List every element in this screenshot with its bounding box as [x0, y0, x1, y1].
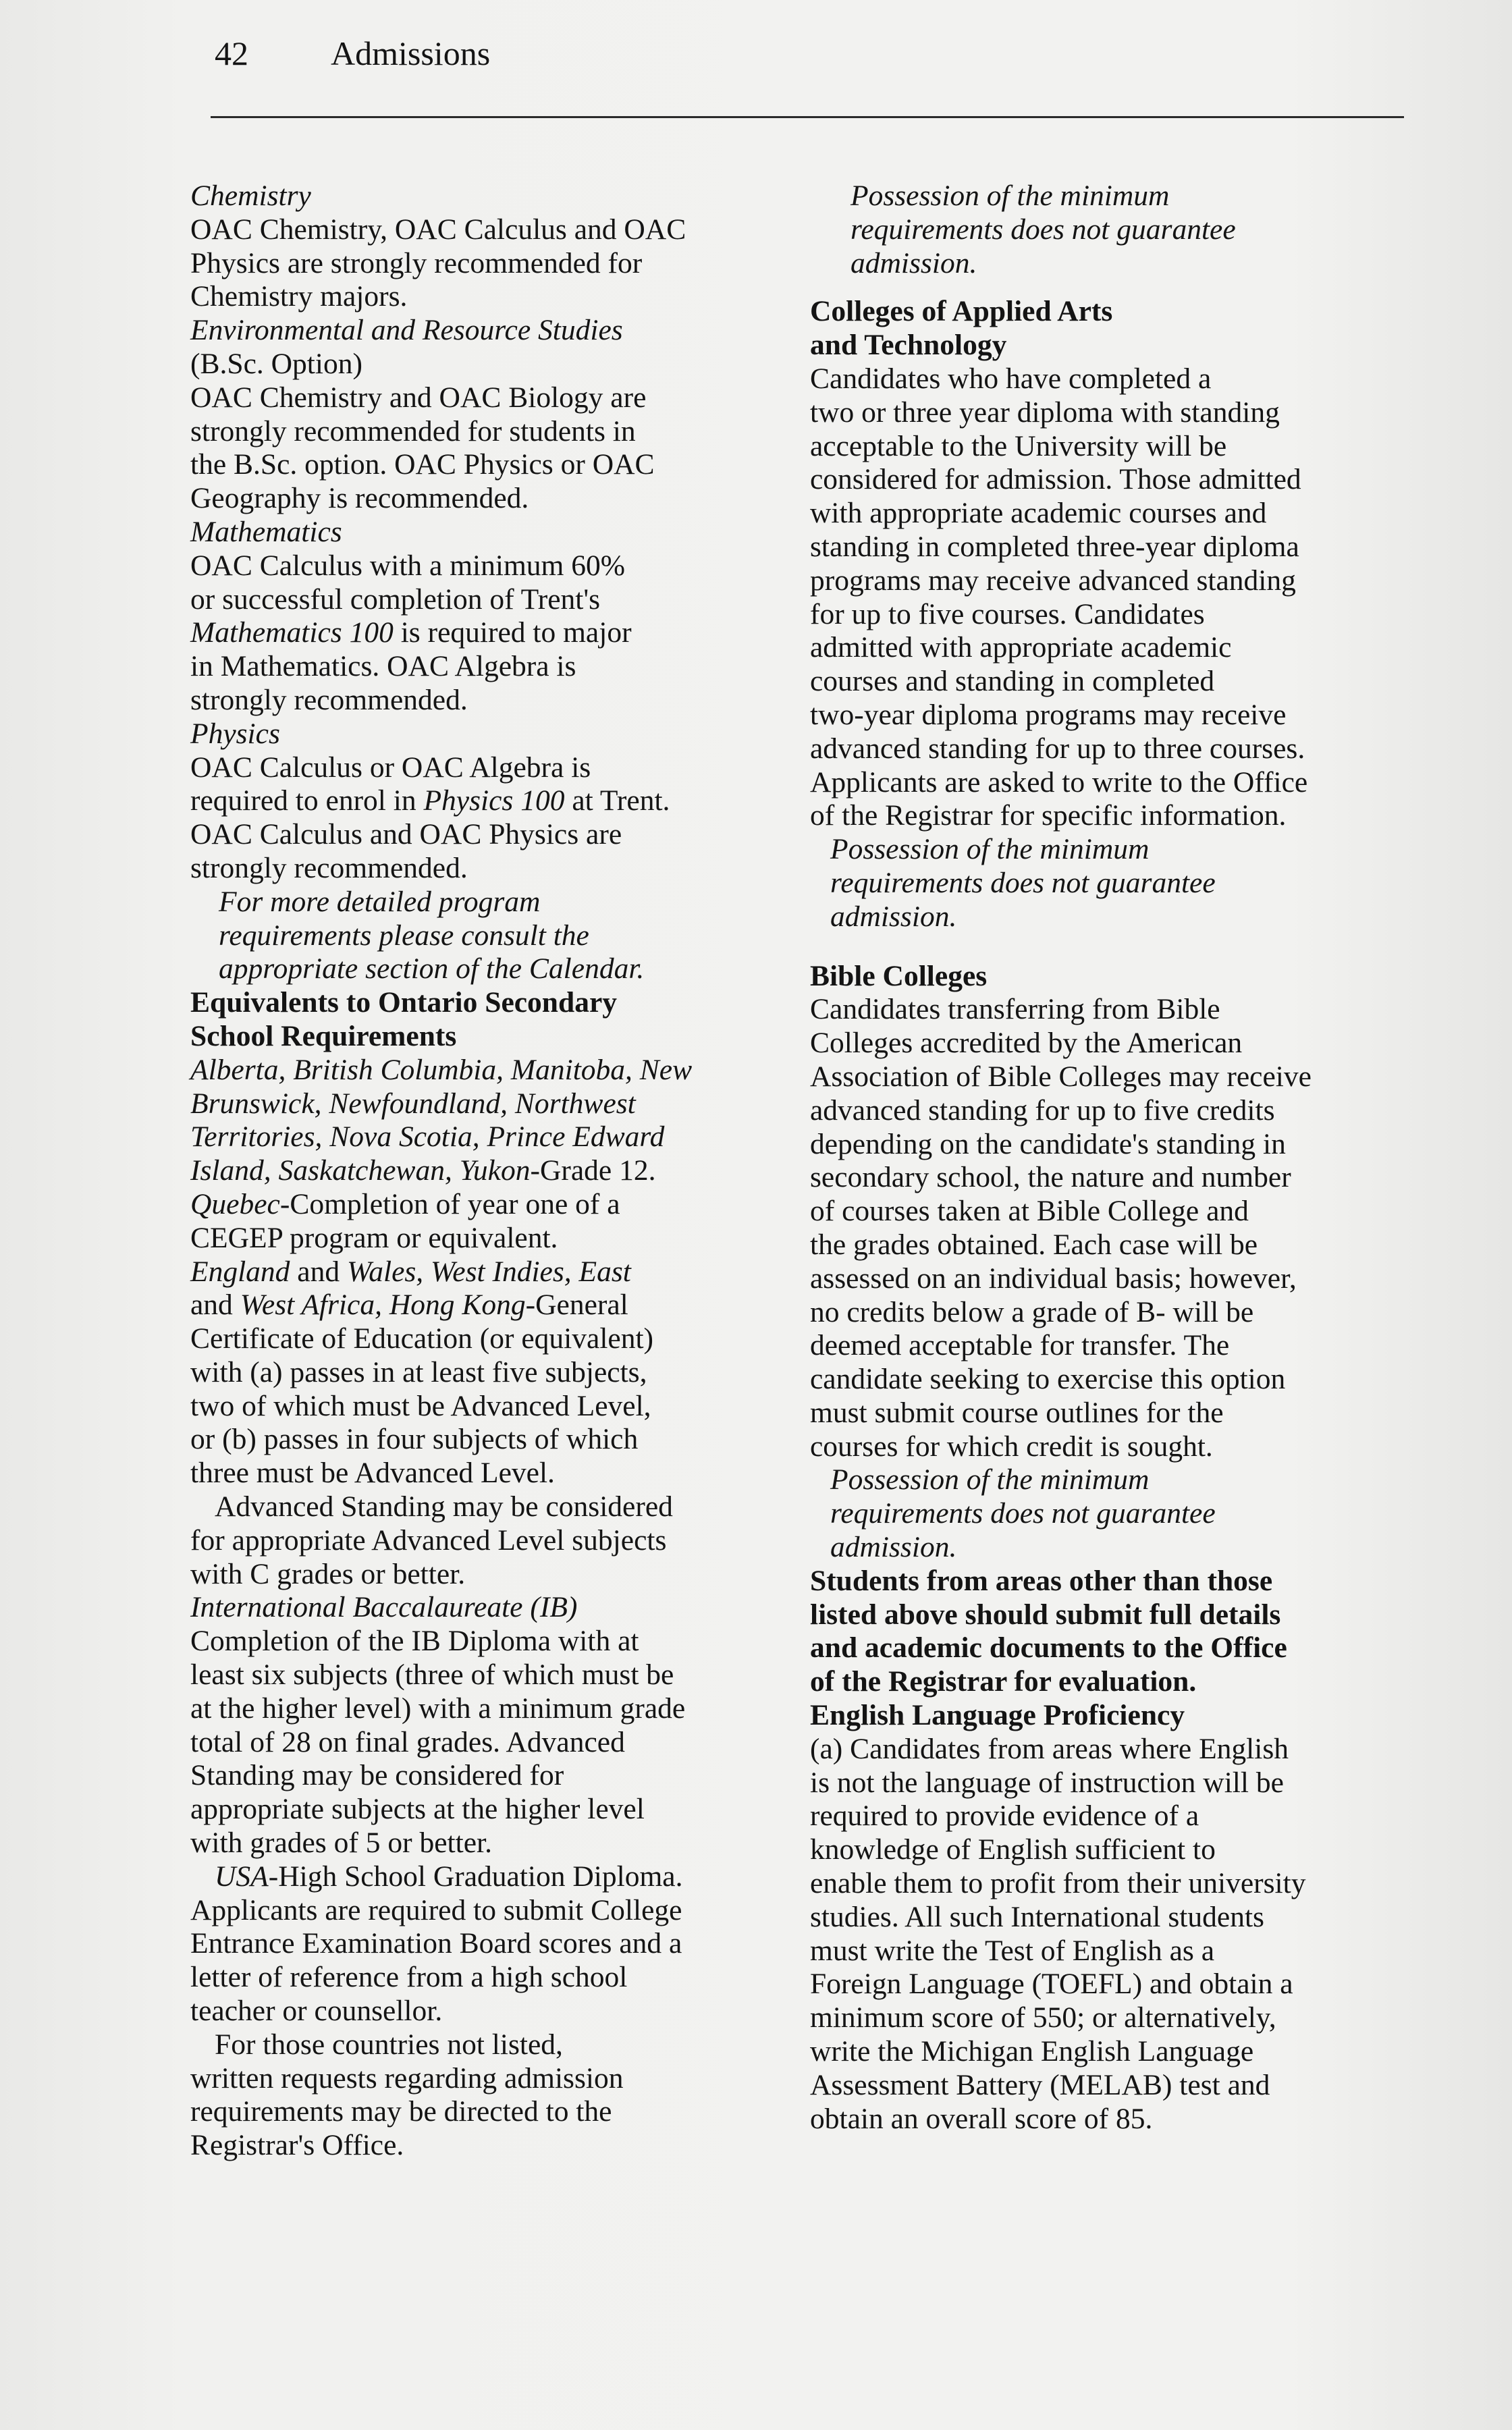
provinces-line: Brunswick, Newfoundland, Northwest	[190, 1087, 636, 1120]
environmental-line: OAC Chemistry and OAC Biology are	[190, 381, 647, 414]
equivalents-heading: School Requirements	[190, 1019, 457, 1052]
advanced-standing-line: for appropriate Advanced Level subjects	[190, 1523, 667, 1557]
environmental-line: Geography is recommended.	[190, 482, 529, 515]
students-other-notice: Students from areas other than those	[810, 1564, 1273, 1597]
students-other-notice: listed above should submit full details	[810, 1598, 1281, 1631]
ib-line: Completion of the IB Diploma with at	[190, 1625, 639, 1658]
english-line: knowledge of English sufficient to	[810, 1833, 1216, 1866]
english-line: obtain an overall score of 85.	[810, 2102, 1153, 2135]
header-rule	[211, 116, 1404, 118]
caat-line: for up to five courses. Candidates	[810, 597, 1205, 630]
quebec-line: CEGEP program or equivalent.	[190, 1221, 558, 1254]
possession-note: admission.	[850, 246, 977, 279]
course-name: Mathematics 100	[190, 616, 394, 649]
text-run: is required to major	[393, 616, 632, 649]
possession-note: Possession of the minimum	[850, 180, 1170, 212]
english-line: enable them to profit from their university	[810, 1867, 1306, 1900]
mathematics-line: in Mathematics. OAC Algebra is	[190, 650, 576, 683]
equivalents-heading: Equivalents to Ontario Secondary	[190, 986, 618, 1019]
students-other-notice: of the Registrar for evaluation.	[810, 1665, 1197, 1698]
possession-note: requirements does not guarantee	[850, 213, 1236, 246]
text-run: Island, Saskatchewan, Yukon	[190, 1154, 531, 1187]
caat-line: Applicants are asked to write to the Office	[810, 765, 1308, 799]
bible-line: no credits below a grade of B- will be	[810, 1295, 1254, 1328]
text-run: and	[190, 1289, 240, 1322]
text-run: required to enrol in	[190, 784, 424, 817]
possession-note: requirements does not guarantee	[830, 866, 1216, 899]
english-line: must write the Test of English as a	[810, 1934, 1215, 1967]
text-run: USA	[215, 1860, 269, 1893]
advanced-standing-line: with C grades or better.	[190, 1557, 466, 1590]
gce-line: three must be Advanced Level.	[190, 1457, 555, 1490]
mathematics-heading: Mathematics	[190, 515, 342, 548]
uk-line	[190, 1256, 784, 1289]
bible-line: deemed acceptable for transfer. The	[810, 1329, 1230, 1362]
bible-line: assessed on an individual basis; however,	[810, 1262, 1297, 1295]
ib-heading: International Baccalaureate (IB)	[190, 1591, 578, 1624]
ib-line: total of 28 on final grades. Advanced	[190, 1725, 625, 1758]
provinces-line: Alberta, British Columbia, Manitoba, New	[190, 1053, 693, 1086]
uk-line	[190, 1289, 784, 1322]
other-countries-line: Registrar's Office.	[190, 2129, 404, 2162]
provinces-line: Territories, Nova Scotia, Prince Edward	[190, 1120, 665, 1154]
physics-line: OAC Calculus or OAC Algebra is	[190, 751, 591, 784]
caat-line: admitted with appropriate academic	[810, 631, 1232, 664]
bible-heading: Bible Colleges	[810, 959, 988, 992]
right-column	[810, 180, 1404, 2136]
ib-line: least six subjects (three of which must be	[190, 1658, 674, 1692]
possession-note: admission.	[830, 900, 957, 933]
caat-line: of the Registrar for specific information.	[810, 799, 1287, 832]
gce-line: Certificate of Education (or equivalent)	[190, 1322, 654, 1355]
chemistry-heading: Chemistry	[190, 180, 311, 212]
students-other-notice: and academic documents to the Office	[810, 1631, 1287, 1665]
other-countries-line: For those countries not listed,	[215, 2028, 563, 2061]
physics-line	[190, 784, 784, 818]
caat-line: standing in completed three-year diploma	[810, 530, 1299, 563]
caat-line: programs may receive advanced standing	[810, 564, 1296, 597]
bible-line: Colleges accredited by the American	[810, 1027, 1243, 1060]
usa-line: Applicants are required to submit College	[190, 1893, 682, 1926]
course-name: Physics 100	[423, 784, 565, 817]
ib-line: at the higher level) with a minimum grade	[190, 1692, 686, 1725]
caat-line: acceptable to the University will be	[810, 429, 1227, 462]
mathematics-line: strongly recommended.	[190, 683, 468, 716]
bible-line: advanced standing for up to five credits	[810, 1094, 1275, 1127]
caat-heading: and Technology	[810, 329, 1007, 362]
other-countries-line: written requests regarding admission	[190, 2061, 624, 2095]
environmental-line: strongly recommended for students in	[190, 414, 636, 448]
environmental-line: the B.Sc. option. OAC Physics or OAC	[190, 448, 655, 481]
caat-line: two or three year diploma with standing	[810, 396, 1280, 429]
possession-note: admission.	[830, 1531, 957, 1564]
caat-heading: Colleges of Applied Arts	[810, 295, 1113, 328]
bible-line: the grades obtained. Each case will be	[810, 1228, 1258, 1261]
gce-line: or (b) passes in four subjects of which	[190, 1423, 639, 1456]
bible-line: depending on the candidate's standing in	[810, 1127, 1286, 1160]
bible-line: Candidates transferring from Bible	[810, 993, 1220, 1026]
advanced-standing-line: Advanced Standing may be considered	[215, 1490, 673, 1523]
physics-heading: Physics	[190, 717, 280, 750]
quebec-line	[190, 1188, 784, 1222]
text-run: -Grade 12.	[530, 1154, 656, 1187]
ib-line: with grades of 5 or better.	[190, 1827, 492, 1860]
text-run: and	[290, 1255, 347, 1288]
chemistry-line: Chemistry majors.	[190, 280, 408, 313]
caat-line: advanced standing for up to three courses.	[810, 732, 1305, 765]
caat-line: courses and standing in completed	[810, 665, 1215, 698]
text-run: -Completion of year one of a	[279, 1187, 620, 1220]
bible-line: of courses taken at Bible College and	[810, 1195, 1249, 1228]
other-countries-line: requirements may be directed to the	[190, 2095, 612, 2128]
physics-line: OAC Calculus and OAC Physics are	[190, 818, 622, 851]
program-note: requirements please consult the	[219, 919, 589, 952]
chemistry-line: Physics are strongly recommended for	[190, 246, 643, 279]
section-title: Admissions	[331, 34, 491, 72]
text-run: Wales, West Indies, East	[346, 1255, 631, 1288]
bible-line: courses for which credit is sought.	[810, 1430, 1213, 1463]
ib-line: appropriate subjects at the higher level	[190, 1793, 645, 1826]
provinces-line	[190, 1154, 784, 1188]
usa-line	[190, 1860, 784, 1894]
running-header	[215, 30, 1403, 77]
ib-line: Standing may be considered for	[190, 1759, 564, 1792]
physics-line: strongly recommended.	[190, 851, 468, 884]
english-line: studies. All such International students	[810, 1900, 1264, 1933]
caat-line: considered for admission. Those admitted	[810, 463, 1301, 496]
usa-line: letter of reference from a high school	[190, 1961, 628, 1994]
program-note: appropriate section of the Calendar.	[219, 952, 645, 986]
program-note: For more detailed program	[219, 885, 541, 918]
bible-line: must submit course outlines for the	[810, 1396, 1224, 1429]
bible-line: candidate seeking to exercise this option	[810, 1363, 1286, 1396]
bible-line: secondary school, the nature and number	[810, 1161, 1291, 1194]
text-run: Quebec	[190, 1187, 280, 1220]
mathematics-line: OAC Calculus with a minimum 60%	[190, 549, 626, 582]
english-line: required to provide evidence of a	[810, 1800, 1199, 1833]
usa-line: Entrance Examination Board scores and a	[190, 1927, 682, 1960]
possession-note: requirements does not guarantee	[830, 1497, 1216, 1530]
mathematics-line: or successful completion of Trent's	[190, 583, 601, 616]
mathematics-line	[190, 616, 784, 650]
possession-note: Possession of the minimum	[830, 833, 1150, 866]
possession-note: Possession of the minimum	[830, 1463, 1150, 1496]
caat-line: Candidates who have completed a	[810, 362, 1212, 395]
text-run: England	[190, 1255, 290, 1288]
chemistry-line: OAC Chemistry, OAC Calculus and OAC	[190, 213, 686, 246]
left-column	[190, 180, 784, 2163]
bible-line: Association of Bible Colleges may receive	[810, 1060, 1312, 1093]
english-heading: English Language Proficiency	[810, 1699, 1185, 1732]
caat-line: two-year diploma programs may receive	[810, 698, 1287, 731]
english-line: minimum score of 550; or alternatively,	[810, 2001, 1276, 2034]
english-line: Foreign Language (TOEFL) and obtain a	[810, 1968, 1293, 2001]
text-run: West Africa, Hong Kong	[240, 1289, 526, 1322]
english-line: is not the language of instruction will be	[810, 1766, 1284, 1799]
english-line: write the Michigan English Language	[810, 2035, 1254, 2068]
page-number: 42	[215, 34, 248, 72]
english-line: (a) Candidates from areas where English	[810, 1732, 1289, 1765]
text-run: -General	[525, 1289, 628, 1322]
text-run: at Trent.	[564, 784, 670, 817]
text-run: -High School Graduation Diploma.	[268, 1860, 683, 1893]
english-line: Assessment Battery (MELAB) test and	[810, 2068, 1270, 2101]
gce-line: with (a) passes in at least five subjects,	[190, 1355, 647, 1388]
environmental-line: (B.Sc. Option)	[190, 347, 362, 380]
usa-line: teacher or counsellor.	[190, 1995, 443, 2028]
caat-line: with appropriate academic courses and	[810, 497, 1267, 530]
environmental-heading: Environmental and Resource Studies	[190, 314, 623, 347]
gce-line: two of which must be Advanced Level,	[190, 1389, 651, 1422]
